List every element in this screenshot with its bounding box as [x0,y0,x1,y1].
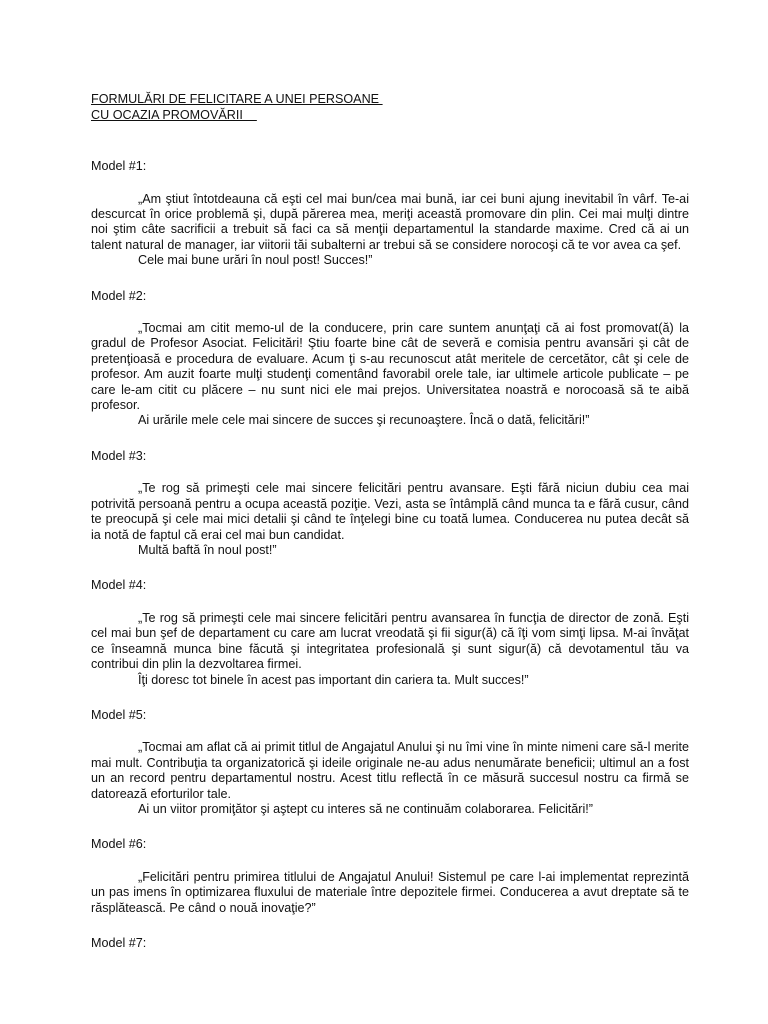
model-heading: Model #7: [91,936,147,951]
model-closing: Ai un viitor promiţător şi aştept cu interes să ne continuăm colaborarea. Felicitări!” [138,802,593,817]
model-section-1 [91,159,689,269]
title-line-2: CU OCAZIA PROMOVĂRII [91,107,257,122]
document-title [91,92,689,123]
model-heading: Model #1: [91,159,147,173]
model-heading: Model #2: [91,288,147,303]
model-section-2 [91,289,689,429]
model-section-7 [91,936,689,952]
model-heading: Model #4: [91,578,147,593]
model-heading: Model #3: [91,448,147,463]
model-section-6 [91,837,689,916]
model-section-5 [91,708,689,818]
model-paragraph: „Te rog să primeşti cele mai sincere felicitări pentru avansarea în funcţia de director de zonă. Eşti cel mai bun şef de departament cu care am lucrat vreodată şi fii sigur(ă) că îţi vom simţi lipsa. M-ai învăţat ce înseamnă munca bine făcută şi integritatea profesională şi sunt sigur(ă) că devotamentul tău va contribui din plin la dezvoltarea firmei. [91,610,689,672]
model-closing: Multă baftă în noul post!” [138,543,277,557]
document-page [91,92,689,972]
model-paragraph: „Te rog să primeşti cele mai sincere felicitări pentru avansare. Eşti fără niciun dubiu cea mai potrivită persoană pentru a ocupa această poziţie. Vezi, asta se întâmplă când munca ta e fără cusur, când te preocupă şi cele mai mici detalii şi când te înţelegi bine cu toată lumea. Conducerea nu putea decât să ia notă de faptul că erai cel mai bun candidat. [91,481,689,542]
model-section-3 [91,449,689,559]
model-paragraph: „Tocmai am aflat că ai primit titlul de Angajatul Anului şi nu îmi vine în minte nimeni care să-l merite mai mult. Contribuţia ta organizatorică şi ideile originale ne-au adus nenumărate beneficii; ultimul an a fost un an record pentru departamentul nostru. Acest titlu reflectă în ce măsură succesul nostru ca firmă se datorează eforturilor tale. [91,740,689,801]
model-heading: Model #6: [91,837,147,852]
model-heading: Model #5: [91,707,147,722]
model-paragraph: „Felicitări pentru primirea titlului de Angajatul Anului! Sistemul pe care l-ai implementat reprezintă un pas imens în optimizarea fluxului de materiale între depozitele firmei. Conducerea a avut dreptate să te răsplătească. Pe când o nouă inovaţie?” [91,869,689,915]
model-paragraph: „Tocmai am citit memo-ul de la conducere, prin care suntem anunţaţi că ai fost promovat(ă) la gradul de Profesor Asociat. Felicitări! Ştiu foarte bine cât de severă e comisia pentru avansări şi cât de pretenţioasă e procedura de evaluare. Acum ţi s-au recunoscut atât meritele de cercetător, cât şi cele de profesor. Am auzit foarte mulţi studenţi comentând favorabil orele tale, iar ultimele articole publicate – pe care le-am citit cu plăcere – nu sunt nici ele mai prejos. Universitatea noastră e norocoasă să te aibă profesor. [91,321,689,413]
model-closing: Cele mai bune urări în noul post! Succes!” [138,253,373,268]
model-paragraph: „Am ştiut întotdeauna că eşti cel mai bun/cea mai bună, iar cei buni ajung inevitabil în vârf. Te-ai descurcat în orice problemă şi, după părerea mea, meriţi această promovare din plin. Cei mai mulţi dintre noi ştim câte sacrificii a trebuit să faci ca să menţii departamentul la standarde maxime. Cred că ai un talent natural de manager, iar viitorii tăi subalterni ar trebui să se considere norocoşi că te vor avea ca şef. [91,191,689,252]
model-closing: Ai urările mele cele mai sincere de succes şi recunoaştere. Încă o dată, felicitări!” [138,413,590,428]
title-line-1: FORMULĂRI DE FELICITARE A UNEI PERSOANE [91,92,383,106]
model-section-4 [91,578,689,688]
model-closing: Îţi doresc tot binele în acest pas important din cariera ta. Mult succes!” [138,672,529,687]
